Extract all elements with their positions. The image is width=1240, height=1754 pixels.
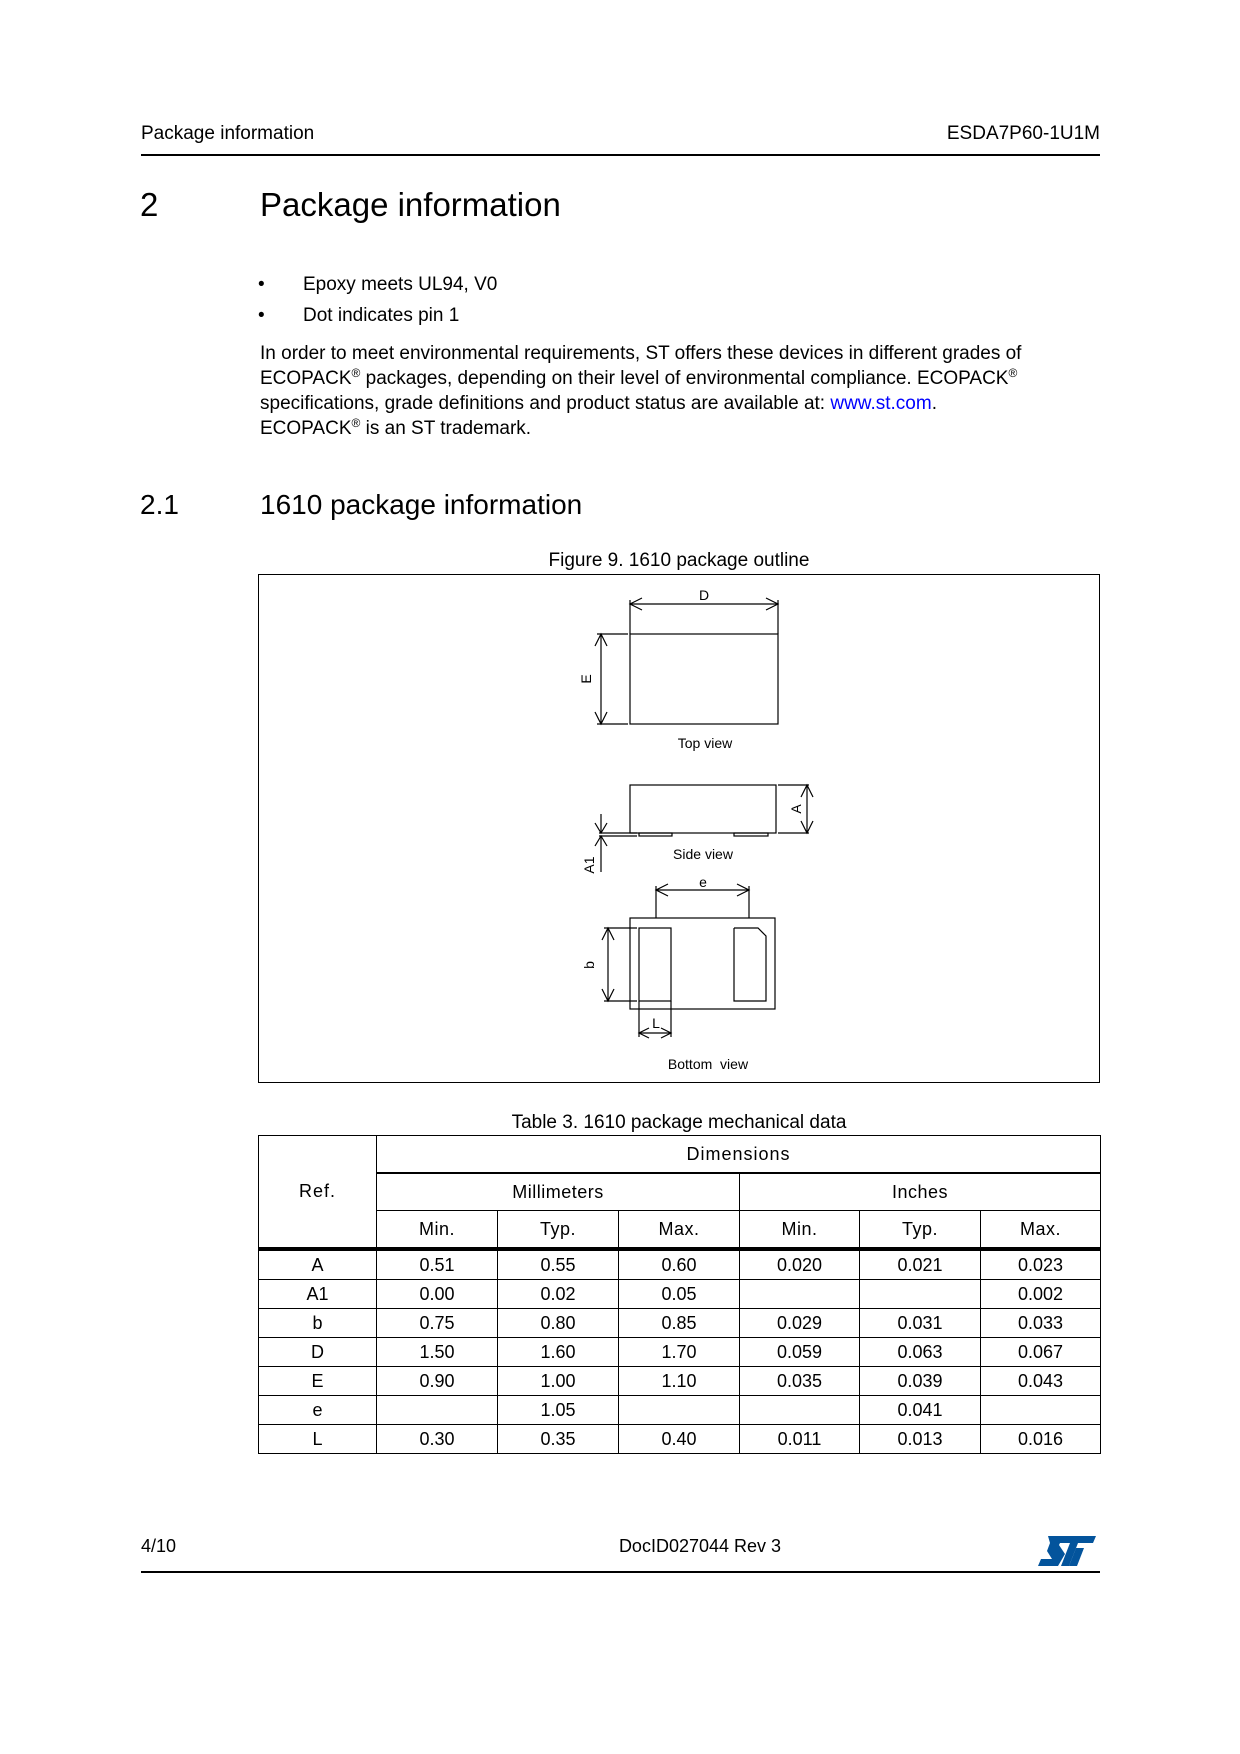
- section-title: Package information: [260, 186, 561, 223]
- cell-value: 0.016: [981, 1425, 1101, 1454]
- label-A: A: [788, 804, 804, 814]
- header-mm-typ: Typ.: [498, 1211, 619, 1250]
- subsection-title: 1610 package information: [260, 489, 583, 520]
- table-caption: Table 3. 1610 package mechanical data: [511, 1112, 847, 1133]
- registered-mark: ®: [1008, 366, 1018, 380]
- figure-caption: Figure 9. 1610 package outline: [548, 550, 810, 571]
- section-number: 2: [140, 186, 159, 223]
- footer-rule: [141, 1571, 1100, 1573]
- cell-value: 1.00: [498, 1367, 619, 1396]
- cell-value: 0.90: [377, 1367, 498, 1396]
- label-b: b: [581, 961, 597, 969]
- bottom-view-body: [630, 918, 775, 1009]
- cell-value: 0.75: [377, 1309, 498, 1338]
- cell-value: 0.05: [619, 1280, 740, 1309]
- header-part-number: ESDA7P60-1U1M: [946, 123, 1100, 144]
- cell-value: 0.043: [981, 1367, 1101, 1396]
- bullet-item-2: Dot indicates pin 1: [303, 305, 460, 326]
- cell-ref: A: [259, 1249, 377, 1280]
- paragraph-line: [260, 366, 1100, 391]
- cell-value: 0.55: [498, 1249, 619, 1280]
- side-view-body: [630, 785, 776, 833]
- cell-value: 0.031: [860, 1309, 981, 1338]
- cell-value: 1.70: [619, 1338, 740, 1367]
- cell-ref: E: [259, 1367, 377, 1396]
- cell-value: 0.011: [740, 1425, 860, 1454]
- paragraph-line: In order to meet environmental requirements, ST offers these devices in different grades of: [260, 343, 1022, 364]
- label-E: E: [578, 674, 594, 684]
- paragraph-line: [260, 416, 1100, 441]
- cell-value: 0.023: [981, 1249, 1101, 1280]
- ecopack-text: ECOPACK: [260, 368, 352, 389]
- cell-value: 0.059: [740, 1338, 860, 1367]
- header-in-typ: Typ.: [860, 1211, 981, 1250]
- cell-value: 0.039: [860, 1367, 981, 1396]
- cell-value: 0.041: [860, 1396, 981, 1425]
- header-ref: Ref.: [259, 1136, 377, 1250]
- bullet-item-1: Epoxy meets UL94, V0: [303, 274, 498, 295]
- cell-value: 0.80: [498, 1309, 619, 1338]
- table-row: [259, 1249, 1101, 1280]
- header-mm-min: Min.: [377, 1211, 498, 1250]
- table-row: [259, 1425, 1101, 1454]
- ecopack-text: ECOPACK: [260, 418, 352, 439]
- table-row: [259, 1396, 1101, 1425]
- cell-value: 0.067: [981, 1338, 1101, 1367]
- cell-value: 0.60: [619, 1249, 740, 1280]
- cell-value: 0.30: [377, 1425, 498, 1454]
- cell-value: [740, 1396, 860, 1425]
- cell-value: 0.020: [740, 1249, 860, 1280]
- cell-ref: A1: [259, 1280, 377, 1309]
- top-view-body: [630, 634, 778, 724]
- table-row: [259, 1280, 1101, 1309]
- side-view-label: Side view: [673, 846, 733, 862]
- header-dimensions: Dimensions: [377, 1136, 1101, 1174]
- footer-page-number: 4/10: [141, 1536, 177, 1556]
- subsection-number: 2.1: [140, 489, 179, 520]
- cell-value: 1.05: [498, 1396, 619, 1425]
- table-row: [259, 1338, 1101, 1367]
- cell-value: 0.063: [860, 1338, 981, 1367]
- header-inches: Inches: [740, 1173, 1101, 1211]
- cell-ref: D: [259, 1338, 377, 1367]
- bottom-view-label: Bottom view: [667, 1056, 749, 1072]
- package-outline-drawing: [259, 575, 1099, 1082]
- registered-mark: ®: [351, 366, 361, 380]
- top-view-label: Top view: [677, 735, 733, 751]
- st-logo-icon: [1038, 1534, 1096, 1568]
- package-outline-figure: [258, 574, 1100, 1083]
- paragraph-text: specifications, grade definitions and product status are available at:: [260, 393, 831, 414]
- cell-value: 0.51: [377, 1249, 498, 1280]
- cell-value: [860, 1280, 981, 1309]
- paragraph-text: is an ST trademark.: [360, 418, 532, 439]
- footer-doc-id: DocID027044 Rev 3: [618, 1536, 782, 1556]
- header-mm-max: Max.: [619, 1211, 740, 1250]
- header-section-title: Package information: [141, 123, 315, 144]
- cell-value: 0.013: [860, 1425, 981, 1454]
- cell-ref: b: [259, 1309, 377, 1338]
- cell-value: [740, 1280, 860, 1309]
- cell-value: [377, 1396, 498, 1425]
- bullet-icon: •: [258, 274, 265, 295]
- st-website-link[interactable]: www.st.com: [830, 393, 932, 414]
- cell-value: 0.85: [619, 1309, 740, 1338]
- cell-value: 0.002: [981, 1280, 1101, 1309]
- header-millimeters: Millimeters: [377, 1173, 740, 1211]
- cell-value: 0.029: [740, 1309, 860, 1338]
- paragraph-text: .: [931, 393, 937, 414]
- label-e: e: [699, 874, 707, 890]
- cell-value: [619, 1396, 740, 1425]
- cell-value: 0.02: [498, 1280, 619, 1309]
- cell-value: 0.35: [498, 1425, 619, 1454]
- cell-value: 0.40: [619, 1425, 740, 1454]
- table-row: [259, 1367, 1101, 1396]
- registered-mark: ®: [351, 416, 361, 430]
- cell-value: 1.50: [377, 1338, 498, 1367]
- cell-value: 0.035: [740, 1367, 860, 1396]
- header-in-max: Max.: [981, 1211, 1101, 1250]
- header-in-min: Min.: [740, 1211, 860, 1250]
- cell-value: 1.60: [498, 1338, 619, 1367]
- cell-value: 0.021: [860, 1249, 981, 1280]
- paragraph-line: [260, 391, 1100, 416]
- label-D: D: [698, 587, 710, 603]
- table-row: [259, 1309, 1101, 1338]
- mechanical-data-table: [258, 1135, 1101, 1454]
- cell-value: [981, 1396, 1101, 1425]
- cell-ref: L: [259, 1425, 377, 1454]
- header-rule: [141, 154, 1100, 156]
- cell-value: 0.033: [981, 1309, 1101, 1338]
- label-A1: A1: [581, 856, 597, 874]
- cell-value: 0.00: [377, 1280, 498, 1309]
- bullet-icon: •: [258, 305, 265, 326]
- ecopack-paragraph: [260, 341, 1100, 441]
- cell-value: 1.10: [619, 1367, 740, 1396]
- label-L: L: [652, 1015, 660, 1031]
- cell-ref: e: [259, 1396, 377, 1425]
- paragraph-text: packages, depending on their level of environmental compliance. ECOPACK: [360, 368, 1009, 389]
